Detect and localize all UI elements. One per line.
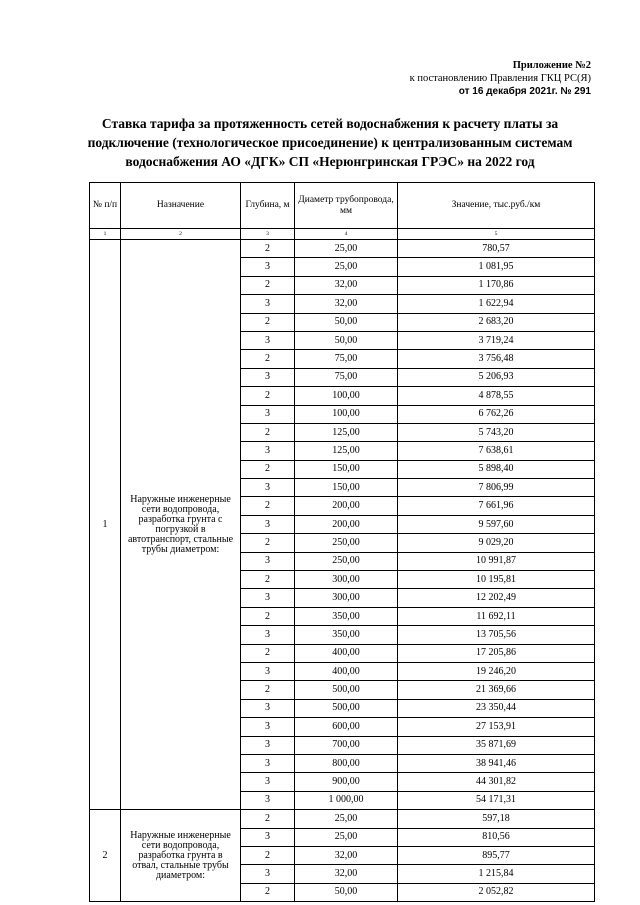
index-cell: 4 bbox=[295, 229, 398, 240]
value-cell: 2 052,82 bbox=[398, 883, 595, 901]
value-cell: 5 898,40 bbox=[398, 460, 595, 478]
document-title: Ставка тарифа за протяженность сетей водоснабжения к расчету платы за подключение (технологическое присоединение) к централизованным системам водоснабжения АО «ДГК» СП «Нерюнгринская ГРЭС» на 2022 год bbox=[87, 116, 573, 169]
depth-cell: 2 bbox=[241, 313, 295, 331]
value-cell: 10 195,81 bbox=[398, 571, 595, 589]
group-purpose: Наружные инженерные сети водопровода, разработка грунта в отвал, стальные трубы диаметром: bbox=[121, 810, 241, 902]
value-cell: 44 301,82 bbox=[398, 773, 595, 791]
group-purpose: Наружные инженерные сети водопровода, разработка грунта с погрузкой в автотранспорт, стальные трубы диаметром: bbox=[121, 240, 241, 810]
diameter-cell: 150,00 bbox=[295, 479, 398, 497]
diameter-cell: 75,00 bbox=[295, 350, 398, 368]
index-cell: 2 bbox=[121, 229, 241, 240]
diameter-cell: 300,00 bbox=[295, 571, 398, 589]
depth-cell: 3 bbox=[241, 295, 295, 313]
value-cell: 597,18 bbox=[398, 810, 595, 828]
group-number: 1 bbox=[90, 240, 121, 810]
value-cell: 12 202,49 bbox=[398, 589, 595, 607]
value-cell: 5 206,93 bbox=[398, 368, 595, 386]
diameter-cell: 350,00 bbox=[295, 626, 398, 644]
depth-cell: 2 bbox=[241, 423, 295, 441]
diameter-cell: 32,00 bbox=[295, 865, 398, 883]
value-cell: 21 369,66 bbox=[398, 681, 595, 699]
depth-cell: 3 bbox=[241, 589, 295, 607]
diameter-cell: 25,00 bbox=[295, 810, 398, 828]
value-cell: 810,56 bbox=[398, 828, 595, 846]
depth-cell: 3 bbox=[241, 754, 295, 772]
value-cell: 3 719,24 bbox=[398, 331, 595, 349]
diameter-cell: 500,00 bbox=[295, 681, 398, 699]
diameter-cell: 300,00 bbox=[295, 589, 398, 607]
depth-cell: 3 bbox=[241, 442, 295, 460]
value-cell: 4 878,55 bbox=[398, 387, 595, 405]
diameter-cell: 200,00 bbox=[295, 515, 398, 533]
depth-cell: 3 bbox=[241, 405, 295, 423]
depth-cell: 2 bbox=[241, 810, 295, 828]
diameter-cell: 200,00 bbox=[295, 497, 398, 515]
value-cell: 9 029,20 bbox=[398, 534, 595, 552]
appendix-date: от 16 декабря 2021г. № 291 bbox=[458, 86, 591, 97]
header-diameter: Диаметр трубопровода, мм bbox=[295, 183, 398, 229]
depth-cell: 2 bbox=[241, 534, 295, 552]
value-cell: 3 756,48 bbox=[398, 350, 595, 368]
appendix-header bbox=[410, 59, 591, 98]
value-cell: 23 350,44 bbox=[398, 699, 595, 717]
value-cell: 17 205,86 bbox=[398, 644, 595, 662]
depth-cell: 3 bbox=[241, 736, 295, 754]
header-value: Значение, тыс.руб./км bbox=[398, 183, 595, 229]
depth-cell: 2 bbox=[241, 607, 295, 625]
diameter-cell: 800,00 bbox=[295, 754, 398, 772]
diameter-cell: 400,00 bbox=[295, 662, 398, 680]
diameter-cell: 400,00 bbox=[295, 644, 398, 662]
value-cell: 27 153,91 bbox=[398, 718, 595, 736]
value-cell: 7 806,99 bbox=[398, 479, 595, 497]
depth-cell: 3 bbox=[241, 258, 295, 276]
value-cell: 895,77 bbox=[398, 846, 595, 864]
table-row bbox=[90, 810, 595, 828]
depth-cell: 2 bbox=[241, 644, 295, 662]
header-purpose: Назначение bbox=[121, 183, 241, 229]
value-cell: 7 638,61 bbox=[398, 442, 595, 460]
diameter-cell: 900,00 bbox=[295, 773, 398, 791]
depth-cell: 2 bbox=[241, 240, 295, 258]
diameter-cell: 350,00 bbox=[295, 607, 398, 625]
depth-cell: 3 bbox=[241, 552, 295, 570]
depth-cell: 2 bbox=[241, 276, 295, 294]
depth-cell: 3 bbox=[241, 791, 295, 809]
diameter-cell: 50,00 bbox=[295, 331, 398, 349]
diameter-cell: 125,00 bbox=[295, 423, 398, 441]
diameter-cell: 32,00 bbox=[295, 846, 398, 864]
header-depth: Глубина, м bbox=[241, 183, 295, 229]
depth-cell: 3 bbox=[241, 828, 295, 846]
depth-cell: 2 bbox=[241, 571, 295, 589]
depth-cell: 2 bbox=[241, 681, 295, 699]
diameter-cell: 500,00 bbox=[295, 699, 398, 717]
diameter-cell: 32,00 bbox=[295, 276, 398, 294]
diameter-cell: 50,00 bbox=[295, 883, 398, 901]
table-body bbox=[90, 240, 595, 902]
value-cell: 1 081,95 bbox=[398, 258, 595, 276]
appendix-decree: к постановлению Правления ГКЦ РС(Я) bbox=[409, 73, 591, 84]
value-cell: 5 743,20 bbox=[398, 423, 595, 441]
index-cell: 5 bbox=[398, 229, 595, 240]
value-cell: 13 705,56 bbox=[398, 626, 595, 644]
diameter-cell: 700,00 bbox=[295, 736, 398, 754]
diameter-cell: 100,00 bbox=[295, 387, 398, 405]
header-num: № п/п bbox=[90, 183, 121, 229]
table-row bbox=[90, 240, 595, 258]
depth-cell: 3 bbox=[241, 865, 295, 883]
group-number: 2 bbox=[90, 810, 121, 902]
depth-cell: 3 bbox=[241, 368, 295, 386]
depth-cell: 2 bbox=[241, 387, 295, 405]
depth-cell: 3 bbox=[241, 626, 295, 644]
value-cell: 9 597,60 bbox=[398, 515, 595, 533]
diameter-cell: 1 000,00 bbox=[295, 791, 398, 809]
diameter-cell: 100,00 bbox=[295, 405, 398, 423]
value-cell: 7 661,96 bbox=[398, 497, 595, 515]
diameter-cell: 125,00 bbox=[295, 442, 398, 460]
appendix-number: Приложение №2 bbox=[512, 60, 591, 71]
depth-cell: 3 bbox=[241, 479, 295, 497]
diameter-cell: 250,00 bbox=[295, 552, 398, 570]
value-cell: 1 170,86 bbox=[398, 276, 595, 294]
value-cell: 2 683,20 bbox=[398, 313, 595, 331]
value-cell: 19 246,20 bbox=[398, 662, 595, 680]
table-index-row bbox=[90, 229, 595, 240]
index-cell: 1 bbox=[90, 229, 121, 240]
table-header-row bbox=[90, 183, 595, 229]
depth-cell: 3 bbox=[241, 515, 295, 533]
depth-cell: 3 bbox=[241, 331, 295, 349]
value-cell: 1 622,94 bbox=[398, 295, 595, 313]
diameter-cell: 32,00 bbox=[295, 295, 398, 313]
diameter-cell: 600,00 bbox=[295, 718, 398, 736]
depth-cell: 3 bbox=[241, 699, 295, 717]
value-cell: 35 871,69 bbox=[398, 736, 595, 754]
diameter-cell: 25,00 bbox=[295, 828, 398, 846]
value-cell: 54 171,31 bbox=[398, 791, 595, 809]
tariff-table bbox=[89, 182, 595, 902]
depth-cell: 2 bbox=[241, 350, 295, 368]
index-cell: 3 bbox=[241, 229, 295, 240]
depth-cell: 2 bbox=[241, 460, 295, 478]
depth-cell: 2 bbox=[241, 883, 295, 901]
depth-cell: 3 bbox=[241, 773, 295, 791]
depth-cell: 2 bbox=[241, 497, 295, 515]
value-cell: 780,57 bbox=[398, 240, 595, 258]
depth-cell: 2 bbox=[241, 846, 295, 864]
diameter-cell: 250,00 bbox=[295, 534, 398, 552]
value-cell: 11 692,11 bbox=[398, 607, 595, 625]
diameter-cell: 50,00 bbox=[295, 313, 398, 331]
value-cell: 1 215,84 bbox=[398, 865, 595, 883]
value-cell: 10 991,87 bbox=[398, 552, 595, 570]
value-cell: 6 762,26 bbox=[398, 405, 595, 423]
depth-cell: 3 bbox=[241, 718, 295, 736]
diameter-cell: 25,00 bbox=[295, 240, 398, 258]
diameter-cell: 25,00 bbox=[295, 258, 398, 276]
diameter-cell: 150,00 bbox=[295, 460, 398, 478]
value-cell: 38 941,46 bbox=[398, 754, 595, 772]
depth-cell: 3 bbox=[241, 662, 295, 680]
diameter-cell: 75,00 bbox=[295, 368, 398, 386]
